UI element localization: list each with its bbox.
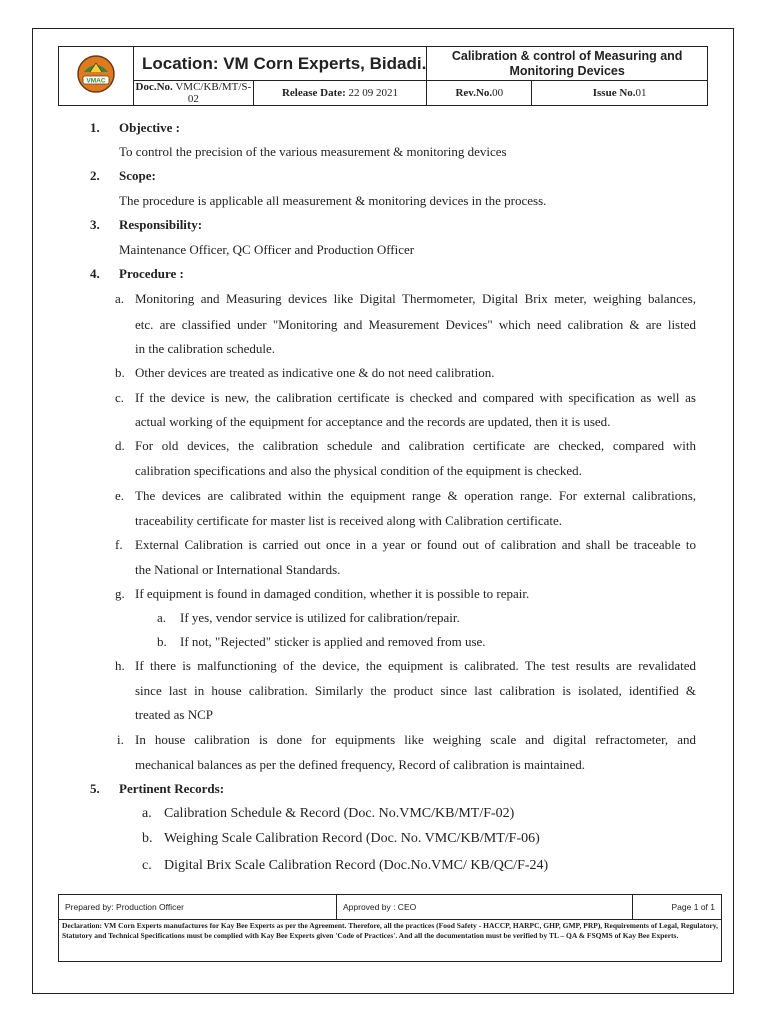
company-logo — [76, 54, 116, 94]
logo-cell — [59, 47, 134, 106]
procedure-f-label: f. — [115, 537, 123, 552]
section-1-heading: Objective : — [119, 120, 181, 135]
procedure-a-label: a. — [115, 291, 125, 306]
procedure-e-line-2: traceability certificate for master list is received along with Calibration certificate. — [135, 513, 563, 528]
section-2-text: The procedure is applicable all measurement & monitoring devices in the process. — [119, 193, 547, 208]
record-b-label: b. — [142, 831, 153, 846]
procedure-g-label: g. — [115, 586, 125, 601]
procedure-g-line-1: If equipment is found in damaged condition, whether it is possible to repair. — [135, 586, 530, 601]
section-1-number: 1. — [90, 120, 100, 135]
procedure-c-line-1: If the device is new, the calibration certificate is checked and compared with specification as well as — [135, 390, 696, 405]
section-3-heading: Responsibility: — [119, 217, 203, 232]
section-4-heading: Procedure : — [119, 266, 184, 281]
section-2-heading: Scope: — [119, 168, 156, 183]
record-b-text: Weighing Scale Calibration Record (Doc. No. VMC/KB/MT/F-06) — [164, 831, 540, 846]
doc-no-value: VMC/KB/MT/S-02 — [175, 81, 252, 105]
procedure-g-sub-b: If not, "Rejected" sticker is applied and removed from use. — [180, 634, 486, 649]
issue-no-label: Issue No. — [592, 87, 636, 99]
doc-no-cell — [134, 81, 254, 106]
procedure-b-line-1: Other devices are treated as indicative one & do not need calibration. — [135, 365, 495, 380]
section-5-heading: Pertinent Records: — [119, 781, 225, 796]
procedure-h-line-1: If there is malfunctioning of the device, the equipment is calibrated. The test results are revalidated — [135, 658, 696, 673]
prepared-by: Prepared by: Production Officer — [59, 895, 337, 920]
doc-no-label: Doc.No. — [135, 81, 173, 93]
section-2-number: 2. — [90, 168, 100, 183]
issue-no-value: 01 — [635, 87, 647, 99]
issue-no-cell — [532, 81, 708, 106]
procedure-g-sub-a: If yes, vendor service is utilized for calibration/repair. — [180, 610, 460, 625]
procedure-e-line-1: The devices are calibrated within the equipment range & operation range. For external calibrations, — [135, 488, 696, 503]
procedure-d-line-1: For old devices, the calibration schedule and calibration certificate are checked, compared with — [135, 438, 696, 453]
section-4-number: 4. — [90, 266, 100, 281]
procedure-d-label: d. — [115, 438, 125, 453]
procedure-c-line-2: actual working of the equipment for acceptance and the records are updated, then it is used. — [135, 414, 611, 429]
procedure-a-line-3: in the calibration schedule. — [135, 341, 276, 356]
procedure-i-label: i. — [117, 732, 124, 747]
procedure-h-line-3: treated as NCP — [135, 707, 213, 722]
record-a-text: Calibration Schedule & Record (Doc. No.VMC/KB/MT/F-02) — [164, 806, 515, 821]
procedure-a-line-1: Monitoring and Measuring devices like Digital Thermometer, Digital Brix meter, weighing balances, — [135, 291, 696, 306]
record-a-label: a. — [142, 806, 152, 821]
section-1-text: To control the precision of the various measurement & monitoring devices — [119, 144, 507, 159]
rev-no-cell — [427, 81, 532, 106]
page-number: Page 1 of 1 — [633, 895, 722, 920]
document-title: Calibration & control of Measuring and Monitoring Devices — [427, 47, 708, 81]
location-title: Location: VM Corn Experts, Bidadi. — [134, 47, 427, 81]
section-3-text: Maintenance Officer, QC Officer and Production Officer — [119, 242, 415, 257]
procedure-e-label: e. — [115, 488, 125, 503]
procedure-i-line-2: mechanical balances as per the defined frequency, Record of calibration is maintained. — [135, 757, 585, 772]
procedure-i-line-1: In house calibration is done for equipments like weighing scale and digital refractometer, and — [135, 732, 696, 747]
approved-by: Approved by : CEO — [337, 895, 633, 920]
document-footer — [58, 894, 722, 920]
procedure-g-sub-a-label: a. — [157, 610, 167, 625]
section-3-number: 3. — [90, 217, 100, 232]
record-c-label: c. — [142, 858, 152, 873]
release-date-cell — [253, 81, 427, 106]
logo-text: VMAC — [86, 77, 106, 84]
procedure-h-line-2: since last in house calibration. Similarly the product since last calibration is isolated, identified & — [135, 683, 696, 698]
procedure-f-line-2: the National or International Standards. — [135, 562, 341, 577]
document-header — [58, 46, 708, 106]
release-date-value: 22 09 2021 — [348, 87, 399, 99]
procedure-h-label: h. — [115, 658, 125, 673]
procedure-d-line-2: calibration specifications and also the physical condition of the equipment is checked. — [135, 463, 582, 478]
procedure-f-line-1: External Calibration is carried out once in a year or found out of calibration and shall be traceable to — [135, 537, 696, 552]
release-date-label: Release Date: — [281, 87, 346, 99]
procedure-c-label: c. — [115, 390, 125, 405]
procedure-g-sub-b-label: b. — [157, 634, 167, 649]
declaration: Declaration: VM Corn Experts manufactures for Kay Bee Experts as per the Agreement. Therefore, all the practices (Food Safety - HACCP, HARPC, GHP, GMP, PRP), Requirements of Legal, Regulatory, Statutory and Technical Specifications must be complied with Kay Bee Experts given 'Code of Practices'. And all the documentation must be verified by TL – QA & FSQMS of Kay Bee Experts. — [58, 918, 722, 962]
record-c-text: Digital Brix Scale Calibration Record (Doc.No.VMC/ KB/QC/F-24) — [164, 858, 549, 873]
procedure-a-line-2: etc. are classified under "Monitoring and Measurement Devices" which need calibration & are listed — [135, 317, 696, 332]
procedure-b-label: b. — [115, 365, 125, 380]
rev-no-label: Rev.No. — [455, 87, 493, 99]
section-5-number: 5. — [90, 781, 100, 796]
rev-no-value: 00 — [492, 87, 504, 99]
